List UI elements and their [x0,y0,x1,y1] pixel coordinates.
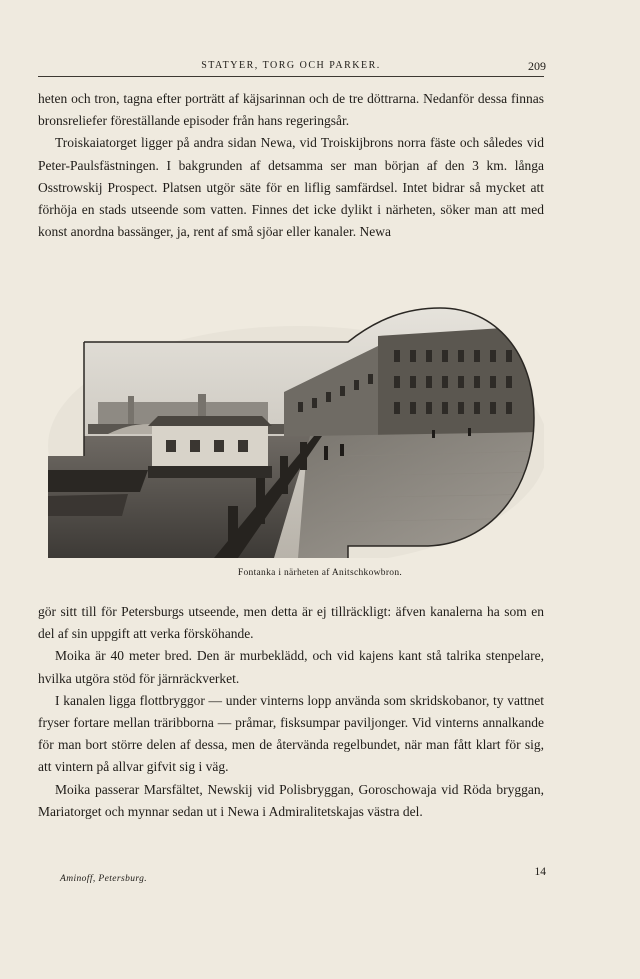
paragraph: I kanalen ligga flottbryggor — under vinterns lopp använda som skridskobanor, ty vattnet fryser fortare mellan träribborna — pråmar, fisksumpar paviljonger. Vid vinterns annalkande för man bort större delen af dessa, men de återvända regelbundet, när man fått klart för sig, att vintern på allvar gifvit sig i väg. [38,692,544,775]
figure-caption: Fontanka i närheten af Anitschkowbron. [237,568,403,578]
paragraph: gör sitt till för Petersburgs utseende, men detta är ej tillräckligt: äfven kanalerna ha som en del af sin uppgift att verka försköhande. [38,604,544,642]
photo-figure [48,306,544,558]
running-header [38,60,544,78]
running-title: STATYER, TORG OCH PARKER. [201,60,381,71]
body-text-top [38,88,544,243]
page-number: 209 [528,59,546,73]
page-footer [60,866,544,882]
body-text-bottom [38,601,544,823]
signature-number: 14 [534,866,546,878]
paragraph: Troiskaiatorget ligger på andra sidan Newa, vid Troiskijbrons norra fäste och således vid Peter-Paulsfästningen. I bakgrunden af detsamma ser man början af den 3 km. långa Osstrowskij Prospect. Platsen utgör säte för en liflig samfärdsel. Intet bidrar så mycket att förhöja en stads utseende som vatten. Finnes det icke dylikt i närheten, söker man att med konst anordna bassänger, ja, rent af små sjöar eller kanaler. Newa [38,135,544,240]
signature-mark: Aminoff, Petersburg. [60,874,148,884]
paragraph: Moika passerar Marsfältet, Newskij vid Polisbryggan, Goroschowaja vid Röda bryggan, Mariatorget och mynnar sedan ut i Newa i Admiralitetskajas västra del. [38,781,544,819]
paragraph: Moika är 40 meter bred. Den är murbeklädd, och vid kajens kant stå talrika stenpelare, hvilka utgöra stöd för järnräckverket. [38,648,544,686]
fontanka-photo [48,306,544,558]
paragraph: heten och tron, tagna efter porträtt af käjsarinnan och de tre döttrarna. Nedanför dessa finnas bronsreliefer föreställande episoder från hans regeringsår. [38,91,544,129]
header-rule [38,76,544,77]
